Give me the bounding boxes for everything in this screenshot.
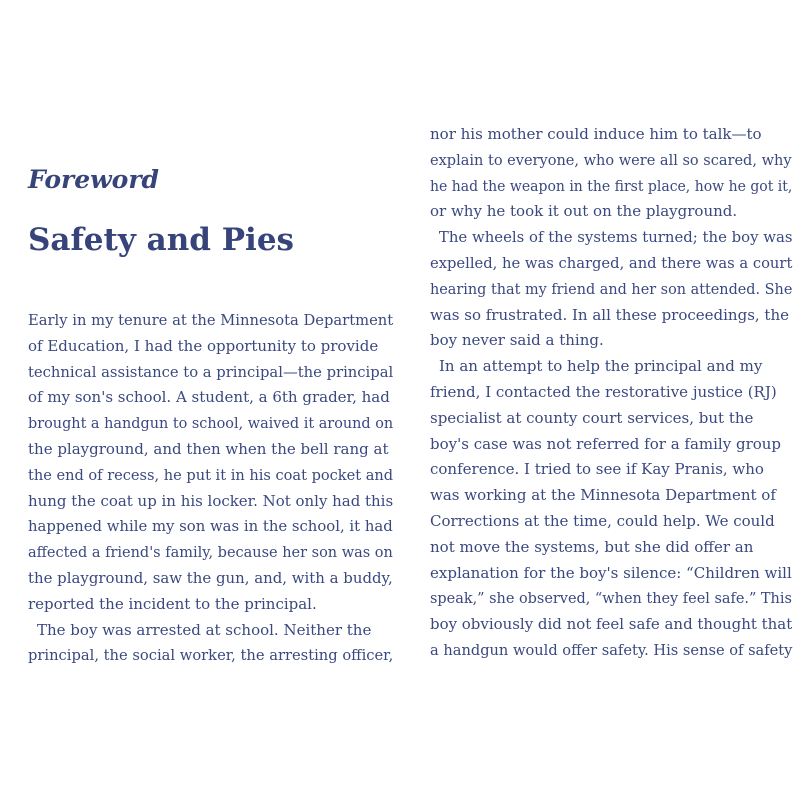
text-line: the playground, saw the gun, and, with a buddy, xyxy=(28,568,393,587)
text-line: Early in my tenure at the Minnesota Department xyxy=(28,311,394,329)
text-line: not move the systems, but she did offer an xyxy=(430,537,754,556)
right-text-column xyxy=(430,122,792,664)
text-line: nor his mother could induce him to talk—to xyxy=(430,125,762,143)
page-title: Safety and Pies xyxy=(28,222,295,258)
text-line: of my son's school. A student, a 6th grader, had xyxy=(28,388,390,407)
text-line: a handgun would offer safety. His sense of safety xyxy=(430,640,793,659)
text-line: friend, I contacted the restorative justice (RJ) xyxy=(430,382,777,401)
text-line: was so frustrated. In all these proceedings, the xyxy=(430,305,789,324)
text-line: conference. I tried to see if Kay Pranis, who xyxy=(430,460,764,479)
text-line: of Education, I had the opportunity to provide xyxy=(28,336,379,355)
text-line: The wheels of the systems turned; the boy was xyxy=(438,228,793,247)
text-line: explanation for the boy's silence: “Children will xyxy=(430,563,792,582)
text-line: affected a friend's family, because her son was on xyxy=(28,543,393,562)
left-text-column xyxy=(28,308,393,669)
text-line: hearing that my friend and her son attended. She xyxy=(430,279,793,298)
text-line: was working at the Minnesota Department of xyxy=(430,486,776,505)
text-line: he had the weapon in the first place, how he got it, xyxy=(430,176,793,195)
text-line: boy's case was not referred for a family group xyxy=(430,434,782,453)
text-line: specialist at county court services, but the xyxy=(430,408,754,427)
text-line: or why he took it out on the playground. xyxy=(430,202,738,221)
text-line: technical assistance to a principal—the principal xyxy=(28,362,394,381)
text-line: reported the incident to the principal. xyxy=(28,594,317,613)
text-line: principal, the social worker, the arresting officer, xyxy=(28,646,394,665)
text-line: boy obviously did not feel safe and thought that xyxy=(430,615,793,634)
text-line: happened while my son was in the school, it had xyxy=(28,517,393,536)
text-line: the playground, and then when the bell rang at xyxy=(28,439,389,458)
text-line: explain to everyone, who were all so scared, why xyxy=(430,150,792,169)
text-line: brought a handgun to school, waived it around on xyxy=(28,414,394,433)
text-line: The boy was arrested at school. Neither the xyxy=(37,620,372,639)
text-line: speak,” she observed, “when they feel safe.” This xyxy=(430,589,792,608)
text-line: boy never said a thing. xyxy=(430,331,604,350)
section-kicker: Foreword xyxy=(28,165,159,194)
text-line: expelled, he was charged, and there was a court xyxy=(430,253,793,272)
text-line: Corrections at the time, could help. We could xyxy=(430,511,775,530)
text-line: In an attempt to help the principal and my xyxy=(439,357,763,376)
text-line: hung the coat up in his locker. Not only had this xyxy=(28,491,394,510)
text-line: the end of recess, he put it in his coat pocket and xyxy=(28,465,394,484)
